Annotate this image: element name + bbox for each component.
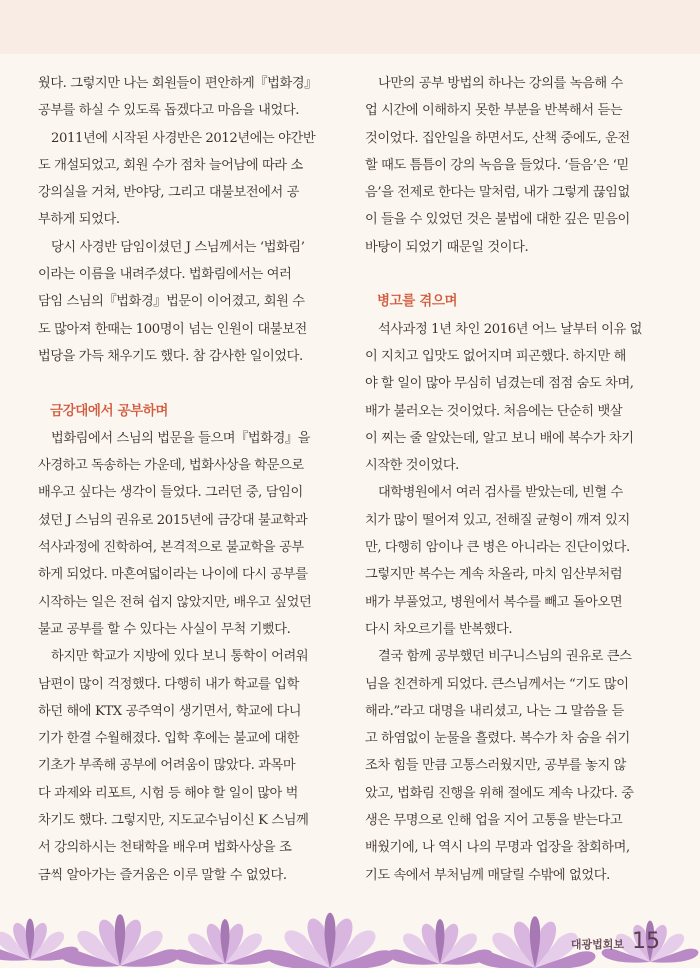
paragraph: 하지만 학교가 지방에 있다 보니 통학이 어려워 남편이 많이 걱정했다. 다행히 내가 학교를 입학 하던 해에 KTX 공주역이 생기면서, 학교에 다니 기가 한결 수월해졌다. 입학 후에는 불교에 대한 기초가 부족해 공부에 어려움이 많았다. 과목마 다 과제와 리포트, 시험 등 해야 할 일이 많아 벅 차기도 했다. 그렇지만, 지도교수님이신 K 스님께 서 강의하시는 천태학을 배우며 법화사상을 조 금씩 알아가는 즐거움은 이루 말할 수 없었다. xyxy=(38,649,309,883)
paragraph: 나만의 공부 방법의 하나는 강의를 녹음해 수 업 시간에 이해하지 못한 부분을 반복해서 듣는 것이었다. 집안일을 하면서도, 산책 중에도, 운전 할 때도 틈틈이 강의 녹음을 들었다. ‘들음’은 ‘믿 음’을 전제로 한다는 말처럼, 내가 그렇게 끊임없 이 들을 수 있었던 것은 불법에 대한 깊은 믿음이 바탕이 되었기 때문일 것이다. xyxy=(365,76,630,255)
page-number: 15 xyxy=(632,929,660,954)
paragraph: 대학병원에서 여러 검사를 받았는데, 빈혈 수 치가 많이 떨어져 있고, 전해질 균형이 깨져 있지 만, 다행히 암이나 큰 병은 아니라는 진단이었다. 그렇지만 복수는 계속 차올라, 마치 임산부처럼 배가 부풀었고, 병원에서 복수를 빼고 돌아오면 다시 차오르기를 반복했다. xyxy=(365,485,630,637)
paragraph: 2011년에 시작된 사경반은 2012년에는 야간반 도 개설되었고, 회원 수가 점차 늘어남에 따라 소 강의실을 거쳐, 반야당, 그리고 대불보전에서 공 부하게 되었다. xyxy=(38,130,316,228)
right-column xyxy=(365,70,675,889)
paragraph-continued: 웠다. 그렇지만 나는 회원들이 편안하게『법화경』 공부를 하실 수 있도록 돕겠다고 마음을 내었다. xyxy=(38,76,317,119)
left-column xyxy=(38,70,348,889)
paragraph: 법화림에서 스님의 법문을 들으며『법화경』을 사경하고 독송하는 가운데, 법화사상을 학문으로 배우고 싶다는 생각이 들었다. 그러던 중, 담임이 셨던 J 스님의 권유로 2015년에 금강대 불교학과 석사과정에 진학하여, 본격적으로 불교학을 공부 하게 되었다. 마흔여덟이라는 나이에 다시 공부를 시작하는 일은 전혀 쉽지 않았지만, 배우고 싶었던 불교 공부를 할 수 있다는 사실이 무척 기뻤다. xyxy=(38,430,312,637)
paragraph: 결국 함께 공부했던 비구니스님의 권유로 큰스 님을 친견하게 되었다. 큰스님께서는 “기도 많이 해라.”라고 대명을 내리셨고, 나는 그 말씀을 듣 고 하염없이 눈물을 흘렸다. 복수가 차 숨을 쉬기 조차 힘들 만큼 고통스러웠지만, 공부를 놓지 않 았고, 법화림 진행을 위해 절에도 계속 나갔다. 중 생은 무명으로 인해 업을 지어 고통을 받는다고 배웠기에, 나 역시 나의 무명과 업장을 참회하며, 기도 속에서 부처님께 매달릴 수밖에 없었다. xyxy=(365,649,634,883)
header-band xyxy=(0,0,700,54)
magazine-name: 대광법회보 xyxy=(570,938,624,951)
paragraph: 석사과정 1년 차인 2016년 어느 날부터 이유 없 이 지치고 입맛도 없어지며 피곤했다. 하지만 해 야 할 일이 많아 무심히 넘겼는데 점점 숨도 차며, 배가 불러오는 것이었다. 처음에는 단순히 뱃살 이 찌는 줄 알았는데, 알고 보니 배에 복수가 차기 시작한 것이었다. xyxy=(365,321,642,474)
section-heading: 금강대에서 공부하며 xyxy=(50,402,169,419)
paragraph: 당시 사경반 담임이셨던 J 스님께서는 ‘법화림’ 이라는 이름을 내려주셨다. 법화림에서는 여러 담임 스님의『법화경』법문이 이어졌고, 회원 수 도 많아져 한때는 100명이 넘는 인원이 대불보전 법당을 가득 채우기도 했다. 참 감사한 일이었다. xyxy=(38,239,307,364)
page-footer xyxy=(571,929,660,954)
section-heading: 병고를 겪으며 xyxy=(377,293,458,310)
